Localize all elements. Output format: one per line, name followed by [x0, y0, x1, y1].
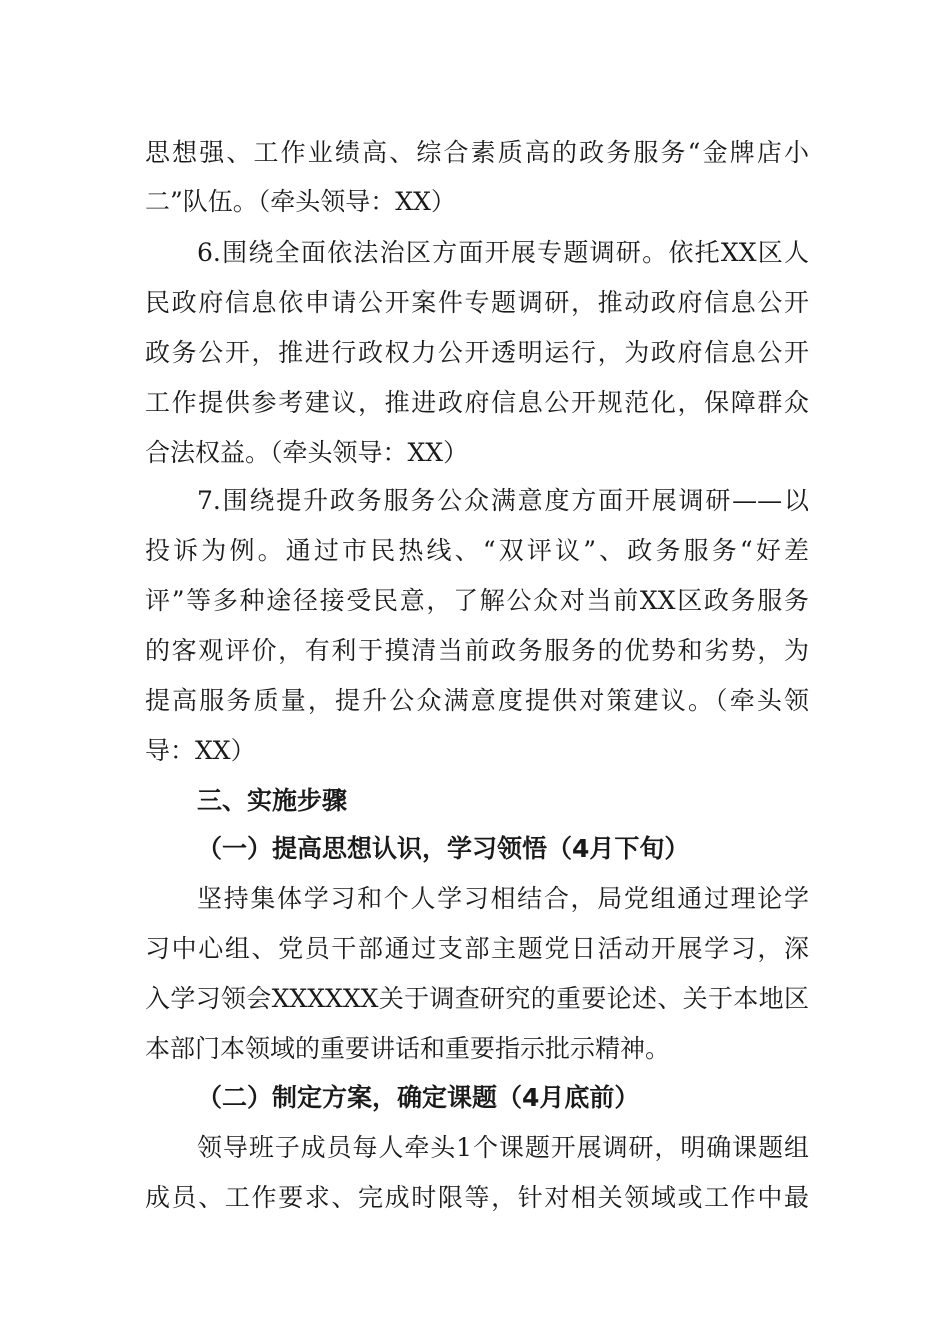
- paragraph-6-line-3: 政务公开，推进行政权力公开透明运行，为政府信息公开: [145, 338, 809, 367]
- subheading-step-2: （二）制定方案，确定课题（4月底前）: [197, 1083, 640, 1112]
- paragraph-7-line-6: 导：XX）: [145, 736, 256, 765]
- subheading-step-1: （一）提高思想认识，学习领悟（4月下旬）: [197, 834, 690, 863]
- paragraph-7-line-1: 7.围绕提升政务服务公众满意度方面开展调研——以: [197, 486, 809, 515]
- step-1-line-1: 坚持集体学习和个人学习相结合，局党组通过理论学: [197, 884, 809, 913]
- step-1-line-3: 入学习领会XXXXXX关于调查研究的重要论述、关于本地区: [145, 984, 809, 1013]
- section-heading-implementation-steps: 三、实施步骤: [197, 786, 348, 815]
- paragraph-5-line-1: 思想强、工作业绩高、综合素质高的政务服务“金牌店小: [145, 138, 809, 167]
- step-2-line-1: 领导班子成员每人牵头1个课题开展调研，明确课题组: [197, 1133, 809, 1162]
- paragraph-7-line-3: 评”等多种途径接受民意，了解公众对当前XX区政务服务: [145, 586, 809, 615]
- paragraph-7-line-5: 提高服务质量，提升公众满意度提供对策建议。（牵头领: [145, 686, 809, 715]
- paragraph-6-line-2: 民政府信息依申请公开案件专题调研，推动政府信息公开: [145, 288, 809, 317]
- step-1-line-2: 习中心组、党员干部通过支部主题党日活动开展学习，深: [145, 934, 809, 963]
- step-1-line-4: 本部门本领域的重要讲话和重要指示批示精神。: [145, 1034, 671, 1063]
- paragraph-7-line-4: 的客观评价，有利于摸清当前政务服务的优势和劣势，为: [145, 636, 809, 665]
- paragraph-6-line-5: 合法权益。（牵头领导：XX）: [145, 438, 469, 467]
- paragraph-6-line-1: 6.围绕全面依法治区方面开展专题调研。依托XX区人: [197, 238, 809, 267]
- paragraph-6-line-4: 工作提供参考建议，推进政府信息公开规范化，保障群众: [145, 388, 809, 417]
- step-2-line-2: 成员、工作要求、完成时限等，针对相关领域或工作中最: [145, 1183, 809, 1212]
- paragraph-7-line-2: 投诉为例。通过市民热线、“双评议”、政务服务“好差: [145, 536, 809, 565]
- paragraph-5-line-2: 二”队伍。（牵头领导：XX）: [145, 187, 456, 216]
